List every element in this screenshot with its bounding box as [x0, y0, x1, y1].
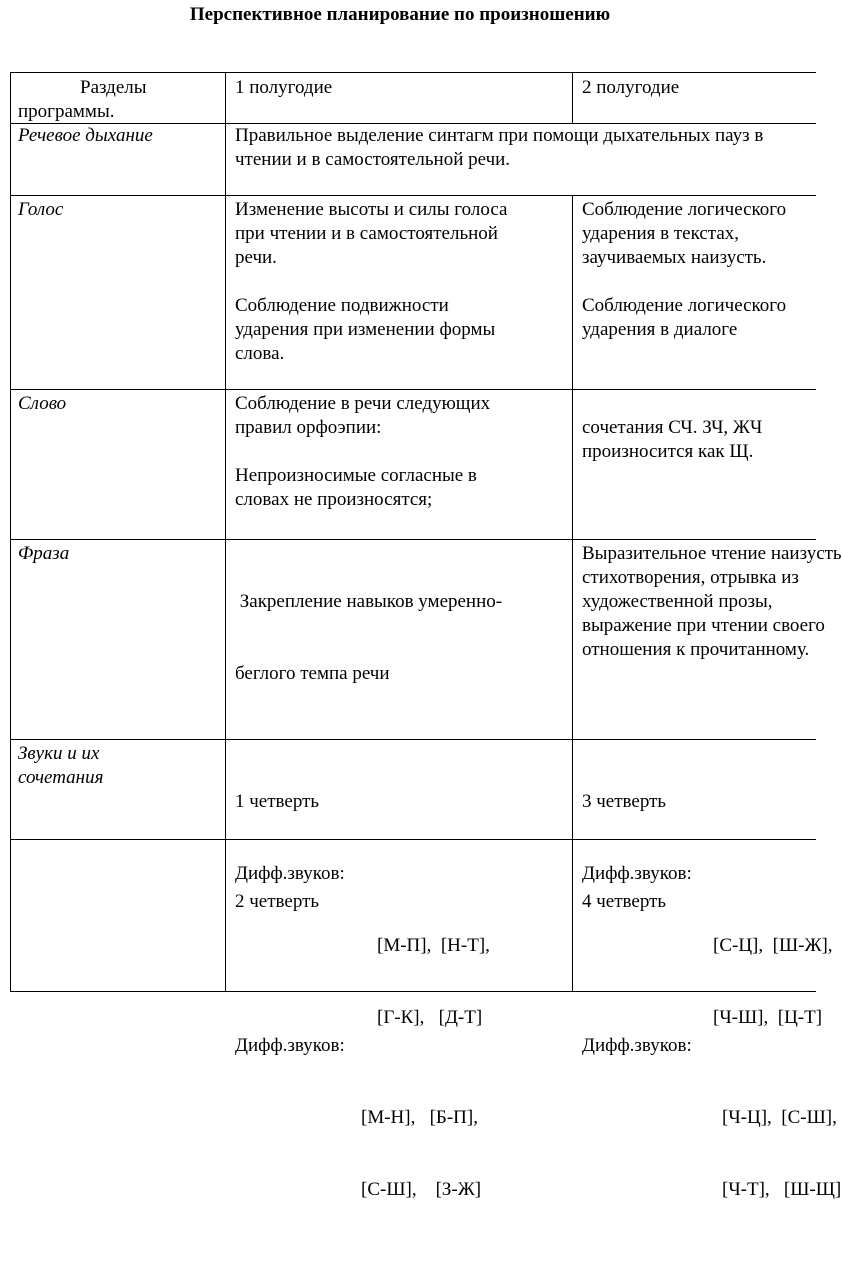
voice-half1 [235, 198, 507, 366]
text-line: сочетания [18, 767, 104, 788]
text-line: Дифф.звуков: [582, 1035, 692, 1056]
row-divider [10, 195, 816, 196]
text-line: Соблюдение подвижности [235, 295, 449, 316]
section-phrase: Фраза [18, 543, 70, 564]
text-line: Соблюдение логического [582, 199, 787, 220]
quarter2 [235, 842, 481, 1250]
text-line: [Ч-Т], [Ш-Щ] [722, 1179, 842, 1200]
text-line: речи. [235, 247, 277, 268]
text-line: произносится как Щ. [582, 441, 754, 462]
header-sections-line: Разделы [80, 77, 147, 98]
text-line: при чтении и в самостоятельной [235, 223, 498, 244]
text-line: Дифф.звуков: [235, 1035, 345, 1056]
word-half1 [235, 392, 490, 512]
text-line: [С-Ш], [З-Ж] [361, 1179, 482, 1200]
phrase-half1 [235, 542, 502, 734]
text-line: 4 четверть [582, 891, 667, 912]
text-line: Соблюдение логического [582, 295, 787, 316]
text-line: 3 четверть [582, 791, 667, 812]
text-line: ударения при изменении формы [235, 319, 496, 340]
page-title: Перспективное планирование по произношению [189, 4, 611, 25]
text-line: 1 четверть [235, 791, 320, 812]
text-line: правил орфоэпии: [235, 417, 382, 438]
text-line: заучиваемых наизусть. [582, 247, 767, 268]
table-border-left [10, 72, 11, 992]
row-divider [10, 739, 816, 740]
text-line: [Г-К], [Д-Т] [377, 1007, 483, 1028]
text-line: Правильное выделение синтагм при помощи дыхательных пауз в [235, 125, 764, 146]
text-line: [Ч-Ш], [Ц-Т] [713, 1007, 823, 1028]
word-half2 [582, 416, 762, 464]
section-word: Слово [18, 393, 67, 414]
text-line: художественной прозы, [582, 591, 773, 612]
breathing-content [235, 124, 763, 172]
text-line: Соблюдение в речи следующих [235, 393, 491, 414]
header-half1: 1 полугодие [235, 77, 333, 98]
header-sections [18, 76, 147, 124]
text-line: Дифф.звуков: [235, 863, 345, 884]
header-sections-line: программы. [18, 101, 115, 122]
column-divider [572, 72, 573, 124]
text-line: Непроизносимые согласные в [235, 465, 477, 486]
table-border-top [10, 72, 816, 73]
text-line: словах не произносятся; [235, 489, 433, 510]
quarter4 [582, 842, 841, 1250]
text-line: отношения к прочитанному. [582, 639, 810, 660]
text-line: стихотворения, отрывка из [582, 567, 799, 588]
program-table [10, 72, 842, 1200]
phrase-half2 [582, 542, 842, 662]
text-line: Закрепление навыков умеренно- [235, 591, 503, 612]
text-line: ударения в текстах, [582, 223, 740, 244]
text-line: выражение при чтении своего [582, 615, 825, 636]
column-divider [225, 72, 226, 992]
voice-half2 [582, 198, 786, 342]
text-line: Изменение высоты и силы голоса [235, 199, 508, 220]
text-line: сочетания СЧ. ЗЧ, ЖЧ [582, 417, 763, 438]
section-voice: Голос [18, 199, 64, 220]
text-line: [Ч-Ц], [С-Ш], [722, 1107, 837, 1128]
text-line: беглого темпа речи [235, 663, 390, 684]
text-line: ударения в диалоге [582, 319, 738, 340]
text-line: [С-Ц], [Ш-Ж], [713, 935, 833, 956]
text-line: чтении и в самостоятельной речи. [235, 149, 511, 170]
text-line: Звуки и их [18, 743, 100, 764]
header-half2: 2 полугодие [582, 77, 680, 98]
text-line: Выразительное чтение наизусть [582, 543, 842, 564]
row-divider [10, 389, 816, 390]
section-breathing: Речевое дыхание [18, 125, 153, 146]
text-line: слова. [235, 343, 285, 364]
column-divider [572, 195, 573, 992]
text-line: [М-П], [Н-Т], [377, 935, 490, 956]
text-line: Дифф.звуков: [582, 863, 692, 884]
section-sounds [18, 742, 103, 790]
text-line: 2 четверть [235, 891, 320, 912]
text-line: [М-Н], [Б-П], [361, 1107, 478, 1128]
row-divider [10, 539, 816, 540]
